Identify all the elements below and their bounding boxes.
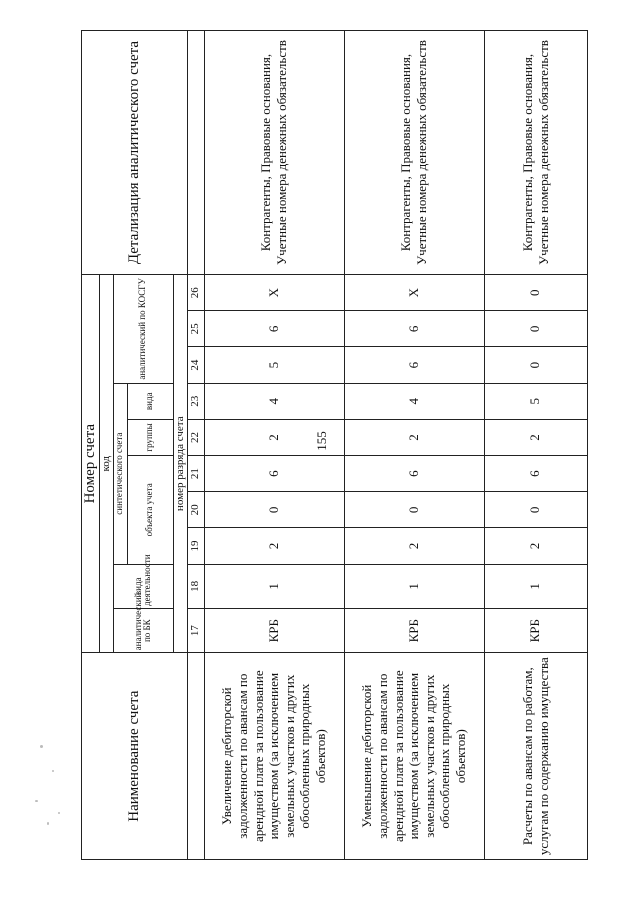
digit-23: 23 bbox=[187, 383, 204, 419]
header-analytic-kosgu: аналитический по КОСГУ bbox=[113, 275, 173, 384]
digit-19: 19 bbox=[187, 528, 204, 564]
rotated-table-container bbox=[81, 30, 581, 860]
row-1-c22: 2 bbox=[204, 419, 344, 455]
row-2-c21: 6 bbox=[344, 456, 484, 492]
row-2-c22: 2 bbox=[344, 419, 484, 455]
row-3-c22: 2 bbox=[484, 419, 587, 455]
row-1-c23: 4 bbox=[204, 383, 344, 419]
row-3-name: Расчеты по авансам по работам, услугам по содержанию имущества bbox=[484, 653, 587, 860]
row-1-c18: 1 bbox=[204, 564, 344, 608]
header-activity: вида деятельности bbox=[113, 564, 173, 608]
row-1-c24: 5 bbox=[204, 347, 344, 383]
header-blank-name bbox=[187, 653, 204, 860]
row-1-name: Увеличение дебиторской задолженности по авансам по арендной плате за пользование имуществом (за исключением земельных участков и других обособленных природных объектов) bbox=[204, 653, 344, 860]
digit-17: 17 bbox=[187, 608, 204, 652]
row-1-c17: КРБ bbox=[204, 608, 344, 652]
table-row bbox=[204, 31, 344, 860]
row-2-c23: 4 bbox=[344, 383, 484, 419]
row-2-c19: 2 bbox=[344, 528, 484, 564]
row-3-c25: 0 bbox=[484, 311, 587, 347]
row-1-c25: 6 bbox=[204, 311, 344, 347]
digit-24: 24 bbox=[187, 347, 204, 383]
row-1-c21: 6 bbox=[204, 456, 344, 492]
row-2-c20: 0 bbox=[344, 492, 484, 528]
row-3-c18: 1 bbox=[484, 564, 587, 608]
scan-speck bbox=[58, 812, 60, 814]
row-2-name: Уменьшение дебиторской задолженности по авансам по арендной плате за пользование имуществом (за исключением земельных участков и других обособленных природных объектов) bbox=[344, 653, 484, 860]
row-3-c21: 6 bbox=[484, 456, 587, 492]
header-analytic-bk: аналитический по БК bbox=[113, 608, 173, 652]
digit-18: 18 bbox=[187, 564, 204, 608]
scan-speck bbox=[52, 770, 54, 772]
row-3-detail: Контрагенты, Правовые основания, Учетные номера денежных обязательств bbox=[484, 31, 587, 275]
header-code: код bbox=[100, 275, 114, 653]
digit-26: 26 bbox=[187, 275, 204, 311]
row-2-detail: Контрагенты, Правовые основания, Учетные номера денежных обязательств bbox=[344, 31, 484, 275]
row-1-c26: X bbox=[204, 275, 344, 311]
header-blank-detail bbox=[187, 31, 204, 275]
header-type: вида bbox=[127, 383, 173, 419]
table-row bbox=[344, 31, 484, 860]
accounts-table bbox=[81, 30, 588, 860]
header-object: объекта учета bbox=[127, 456, 173, 565]
header-digit-number: номер разряда счета bbox=[173, 275, 187, 653]
row-1-c19: 2 bbox=[204, 528, 344, 564]
row-1-detail: Контрагенты, Правовые основания, Учетные номера денежных обязательств bbox=[204, 31, 344, 275]
digit-22: 22 bbox=[187, 419, 204, 455]
row-3-c19: 2 bbox=[484, 528, 587, 564]
header-detail: Детализация аналитического счета bbox=[82, 31, 188, 275]
scan-speck bbox=[35, 800, 38, 802]
digit-20: 20 bbox=[187, 492, 204, 528]
row-2-c17: КРБ bbox=[344, 608, 484, 652]
row-3-c20: 0 bbox=[484, 492, 587, 528]
scan-speck bbox=[47, 822, 49, 825]
header-account-name: Наименование счета bbox=[82, 653, 188, 860]
header-synthetic: синтетического счета bbox=[113, 383, 127, 564]
row-3-c26: 0 bbox=[484, 275, 587, 311]
row-3-c24: 0 bbox=[484, 347, 587, 383]
digit-21: 21 bbox=[187, 456, 204, 492]
row-1-c20: 0 bbox=[204, 492, 344, 528]
scan-speck bbox=[40, 745, 43, 748]
digit-25: 25 bbox=[187, 311, 204, 347]
row-2-c26: X bbox=[344, 275, 484, 311]
header-group: группы bbox=[127, 419, 173, 455]
header-account-number: Номер счета bbox=[82, 275, 100, 653]
row-2-c24: 6 bbox=[344, 347, 484, 383]
table-row bbox=[484, 31, 587, 860]
row-2-c18: 1 bbox=[344, 564, 484, 608]
row-3-c17: КРБ bbox=[484, 608, 587, 652]
page-number: 155 bbox=[313, 431, 329, 451]
row-2-c25: 6 bbox=[344, 311, 484, 347]
row-3-c23: 5 bbox=[484, 383, 587, 419]
